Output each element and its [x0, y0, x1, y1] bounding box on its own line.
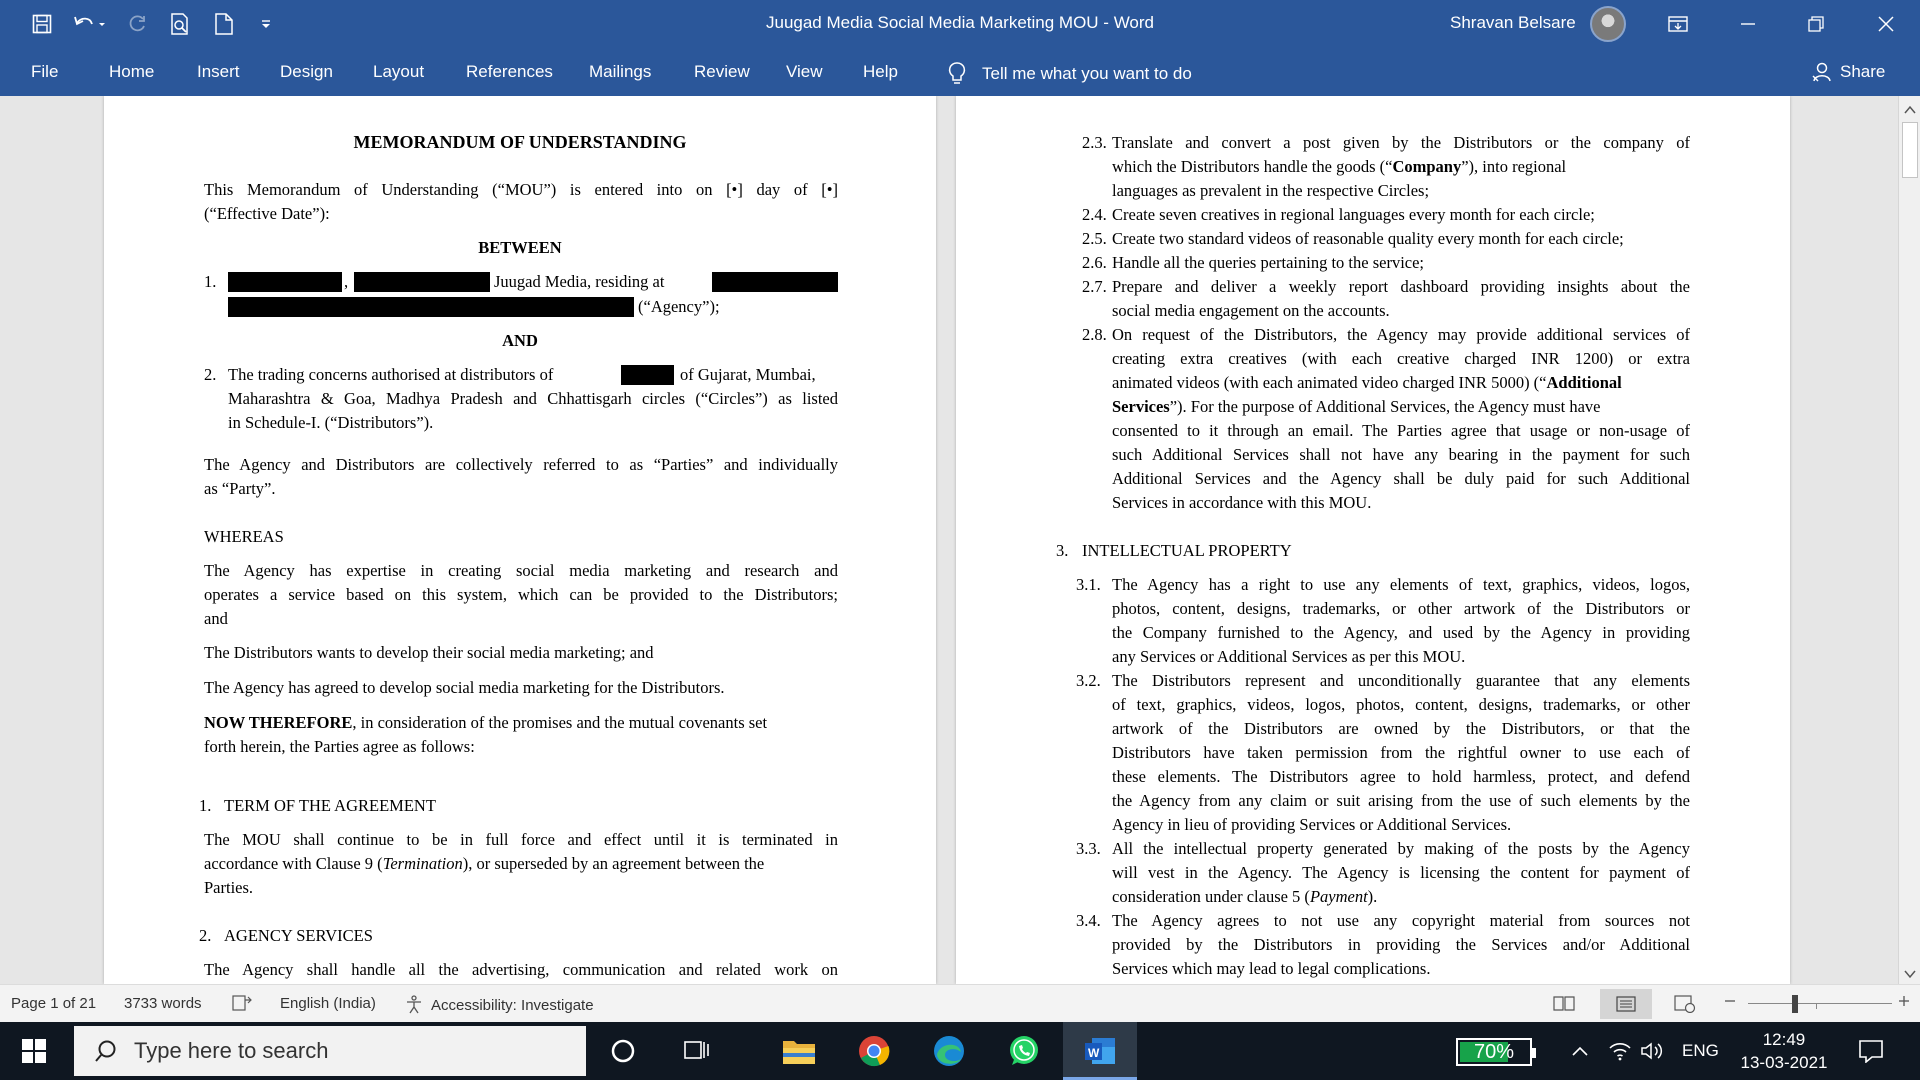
read-mode-icon[interactable]: [1553, 995, 1575, 1011]
clock-date: 13-03-2021: [1740, 1053, 1828, 1072]
taskbar-search-box[interactable]: [74, 1026, 586, 1076]
redaction-block: [621, 365, 674, 385]
redaction-block: [712, 272, 838, 292]
clause-3-4-line-2: provided by the Distributors in providing the Services and/or Additional: [1112, 935, 1690, 954]
clause-3-3-line-1: All the intellectual property generated by making of the posts by the Agency: [1112, 839, 1690, 858]
zoom-slider-midpoint: [1816, 1003, 1817, 1009]
tell-me-search[interactable]: [948, 62, 1192, 86]
now-therefore-line-1: NOW THEREFORE, in consideration of the promises and the mutual covenants set: [204, 713, 768, 732]
party-1-number: 1.: [204, 272, 217, 291]
clause-3-3-number: 3.3.: [1076, 839, 1101, 858]
share-button[interactable]: [1812, 62, 1885, 82]
whereas-3: The Agency has agreed to develop social media marketing for the Distributors.: [204, 678, 725, 697]
party-1-comma: ,: [344, 272, 349, 291]
clause-2-7-number: 2.7.: [1082, 277, 1107, 296]
accessibility-label: Accessibility: Investigate: [431, 996, 594, 1014]
clause-3-1-line-1: The Agency has a right to use any elements of text, graphics, videos, logos,: [1112, 575, 1690, 594]
proofing-icon[interactable]: [232, 995, 252, 1011]
redaction-block: [228, 297, 634, 317]
clause-3-1-number: 3.1.: [1076, 575, 1101, 594]
tab-file[interactable]: File: [31, 62, 59, 81]
section-2-number: 2.: [199, 926, 212, 945]
clock[interactable]: [1736, 1028, 1832, 1074]
clause-3-3-line-2: will vest in the Agency. The Agency is licensing the content for payment of: [1112, 863, 1690, 882]
clause-2-8-line-2: creating extra creatives (with each creative charged INR 1200) or extra: [1112, 349, 1690, 368]
clause-3-4-number: 3.4.: [1076, 911, 1101, 930]
clause-2-8-line-4: Services”). For the purpose of Additional Services, the Agency must have: [1112, 397, 1601, 416]
party-2-line-3: in Schedule-I. (“Distributors”).: [228, 413, 434, 432]
whereas-1-line-1: The Agency has expertise in creating social media marketing and research and: [204, 561, 838, 580]
edge-icon[interactable]: [927, 1031, 971, 1071]
clause-2-7-line-2: social media engagement on the accounts.: [1112, 301, 1390, 320]
clause-3-2-line-2: of text, graphics, videos, logos, photos, content, designs, trademarks, or other: [1112, 695, 1690, 714]
tab-references[interactable]: References: [466, 62, 553, 81]
show-hidden-icons-chevron-icon[interactable]: [1558, 1031, 1602, 1071]
tab-insert[interactable]: Insert: [197, 62, 240, 81]
clause-3-1-line-3: the Company furnished to the Agency, and used by the Agency in providing: [1112, 623, 1690, 642]
taskbar: [0, 1022, 1920, 1080]
clause-3-2-number: 3.2.: [1076, 671, 1101, 690]
word-count[interactable]: 3733 words: [124, 995, 202, 1012]
now-therefore-line-2: forth herein, the Parties agree as follows:: [204, 737, 475, 756]
page-2[interactable]: [956, 96, 1790, 984]
between-heading: BETWEEN: [478, 238, 562, 257]
accessibility-icon: [405, 995, 425, 1015]
party-1-name: Juugad Media, residing at: [494, 272, 665, 291]
person-icon: [1812, 62, 1832, 82]
chrome-icon[interactable]: [852, 1031, 896, 1071]
ribbon-tabs: [0, 48, 1920, 96]
zoom-slider[interactable]: [1748, 1003, 1892, 1004]
scroll-down-icon[interactable]: [1904, 966, 1916, 984]
svg-text:W: W: [1088, 1046, 1100, 1060]
volume-icon[interactable]: [1630, 1031, 1674, 1071]
clause-2-3-line-1: Translate and convert a post given by the Distributors or the company of: [1112, 133, 1690, 152]
party-2-line-1a: The trading concerns authorised at distributors of: [228, 365, 554, 384]
battery-indicator[interactable]: [1456, 1038, 1532, 1066]
page-1[interactable]: [104, 96, 936, 984]
clause-3-2-line-4: Distributors have taken permission from the rightful owner to use each of: [1112, 743, 1690, 762]
page-count[interactable]: Page 1 of 21: [11, 995, 97, 1012]
clock-time: 12:49: [1762, 1030, 1806, 1049]
clause-3-2-line-3: artwork of the Distributors are owned by the Distributors, or that the: [1112, 719, 1690, 738]
clause-3-1-line-2: photos, content, designs, trademarks, or other artwork of the Distributors or: [1112, 599, 1690, 618]
clause-2-6-text: Handle all the queries pertaining to the service;: [1112, 253, 1425, 272]
clause-2-3-number: 2.3.: [1082, 133, 1107, 152]
clause-2-4-text: Create seven creatives in regional languages every month for each circle;: [1112, 205, 1595, 224]
status-bar: [0, 984, 1920, 1022]
user-name[interactable]: Shravan Belsare: [1450, 13, 1576, 32]
web-layout-icon[interactable]: [1674, 995, 1696, 1013]
language-indicator[interactable]: English (India): [280, 995, 376, 1012]
intro-line-2: (“Effective Date”):: [204, 204, 330, 223]
battery-terminal: [1532, 1048, 1536, 1058]
task-view-icon[interactable]: [674, 1031, 718, 1071]
windows-start-icon[interactable]: [22, 1039, 46, 1068]
document-canvas[interactable]: [0, 96, 1898, 984]
redaction-block: [354, 272, 490, 292]
and-heading: AND: [502, 331, 538, 350]
clause-3-2-line-6: the Agency from any claim or suit arising from the use of such elements by the: [1112, 791, 1690, 810]
party-2-line-1b: of Gujarat, Mumbai,: [680, 365, 816, 384]
zoom-in-icon[interactable]: [1898, 995, 1910, 1007]
document-heading: MEMORANDUM OF UNDERSTANDING: [353, 132, 687, 152]
word-icon: [1084, 1036, 1116, 1066]
whereas-1-line-2: operates a service based on this system, which can be provided to the Distributors;: [204, 585, 838, 604]
party-2-number: 2.: [204, 365, 217, 384]
close-icon[interactable]: [1856, 0, 1916, 48]
clause-2-5-text: Create two standard videos of reasonable quality every month for each circle;: [1112, 229, 1624, 248]
clause-2-7-line-1: Prepare and deliver a weekly report dashboard providing insights about the: [1112, 277, 1690, 296]
clause-2-3-line-2: which the Distributors handle the goods (“Company”), into regional: [1112, 157, 1567, 176]
print-layout-icon[interactable]: [1600, 989, 1652, 1019]
tab-view[interactable]: View: [786, 62, 823, 81]
share-label: Share: [1840, 62, 1886, 81]
tab-review[interactable]: Review: [694, 62, 750, 81]
clause-3-4-line-3: Services which may lead to legal complications.: [1112, 959, 1431, 978]
clause-2-8-line-5: consented to it through an email. The Parties agree that usage or non-usage of: [1112, 421, 1690, 440]
section-1-line-1: The MOU shall continue to be in full force and effect until it is terminated in: [204, 830, 838, 849]
section-1-title: TERM OF THE AGREEMENT: [224, 796, 436, 815]
clause-3-4-line-1: The Agency agrees to not use any copyright material from sources not: [1112, 911, 1690, 930]
lightbulb-icon: [948, 62, 966, 86]
zoom-slider-thumb[interactable]: [1792, 995, 1798, 1013]
whereas-2: The Distributors wants to develop their social media marketing; and: [204, 643, 654, 662]
clause-3-2-line-5: these elements. The Distributors agree to hold harmless, protect, and defend: [1112, 767, 1690, 786]
title-bar: [0, 0, 1920, 48]
notifications-icon[interactable]: [1849, 1031, 1893, 1071]
clause-2-8-number: 2.8.: [1082, 325, 1107, 344]
section-1-line-3: Parties.: [204, 878, 254, 897]
vertical-scrollbar[interactable]: [1898, 96, 1920, 984]
redaction-block: [228, 272, 342, 292]
tab-mailings[interactable]: Mailings: [589, 62, 652, 81]
clause-2-8-line-3: animated videos (with each animated video charged INR 5000) (“Additional: [1112, 373, 1622, 392]
tab-layout[interactable]: Layout: [373, 62, 425, 81]
whereas-1-line-3: and: [204, 609, 228, 628]
ribbon-display-options-icon[interactable]: [1648, 0, 1708, 48]
accessibility-status[interactable]: [405, 995, 594, 1015]
tab-help[interactable]: Help: [863, 62, 898, 81]
clause-3-1-line-4: any Services or Additional Services as per this MOU.: [1112, 647, 1466, 666]
party-2-line-2: Maharashtra & Goa, Madhya Pradesh and Chhattisgarh circles (“Circles”) as listed: [228, 389, 838, 408]
whereas-heading: WHEREAS: [204, 527, 284, 546]
clause-3-2-line-1: The Distributors represent and unconditionally guarantee that any elements: [1112, 671, 1690, 690]
clause-3-2-line-7: Agency in lieu of providing Services or Additional Services.: [1112, 815, 1512, 834]
collective-line-1: The Agency and Distributors are collectively referred to as “Parties” and individually: [204, 455, 838, 474]
section-3-number: 3.: [1056, 541, 1069, 560]
section-1-number: 1.: [199, 796, 212, 815]
document-title: Juugad Media Social Media Marketing MOU - Word: [765, 13, 1154, 32]
tell-me-label: Tell me what you want to do: [982, 64, 1192, 83]
scroll-up-icon[interactable]: [1904, 102, 1916, 120]
clause-2-8-line-7: Additional Services and the Agency shall be duly paid for such Additional: [1112, 469, 1690, 488]
battery-percent: 70%: [1473, 1040, 1515, 1063]
word-taskbar-button[interactable]: [1063, 1022, 1137, 1080]
cortana-icon[interactable]: [601, 1031, 645, 1071]
collective-line-2: as “Party”.: [204, 479, 276, 498]
clause-3-3-line-3: consideration under clause 5 (Payment).: [1112, 887, 1378, 906]
avatar[interactable]: [1590, 6, 1626, 42]
minimize-icon[interactable]: [1718, 0, 1778, 48]
party-1-agency: (“Agency”);: [638, 297, 720, 316]
tab-home[interactable]: Home: [109, 62, 155, 81]
clause-2-8-line-8: Services in accordance with this MOU.: [1112, 493, 1372, 512]
zoom-out-icon[interactable]: [1724, 995, 1736, 1007]
clause-2-3-line-3: languages as prevalent in the respective Circles;: [1112, 181, 1430, 200]
input-language[interactable]: ENG: [1682, 1041, 1719, 1060]
file-explorer-icon[interactable]: [777, 1031, 821, 1071]
clause-2-6-number: 2.6.: [1082, 253, 1107, 272]
clause-2-8-line-1: On request of the Distributors, the Agency may provide additional services of: [1112, 325, 1690, 344]
section-2-title: AGENCY SERVICES: [224, 926, 373, 945]
tab-design[interactable]: Design: [280, 62, 333, 81]
section-1-line-2: accordance with Clause 9 (Termination), or superseded by an agreement between the: [204, 854, 765, 873]
clause-2-4-number: 2.4.: [1082, 205, 1107, 224]
search-icon: [94, 1039, 118, 1063]
clause-2-5-number: 2.5.: [1082, 229, 1107, 248]
section-3-title: INTELLECTUAL PROPERTY: [1082, 541, 1292, 560]
intro-line-1: This Memorandum of Understanding (“MOU”) is entered into on [•] day of [•]: [204, 180, 838, 199]
section-2-line-1: The Agency shall handle all the advertising, communication and related work on: [204, 960, 838, 979]
clause-2-8-line-6: such Additional Services shall not have any bearing in the payment for such: [1112, 445, 1690, 464]
whatsapp-icon[interactable]: [1002, 1031, 1046, 1071]
taskbar-search-placeholder: Type here to search: [134, 1038, 329, 1063]
scrollbar-thumb[interactable]: [1902, 122, 1918, 178]
restore-icon[interactable]: [1786, 0, 1846, 48]
